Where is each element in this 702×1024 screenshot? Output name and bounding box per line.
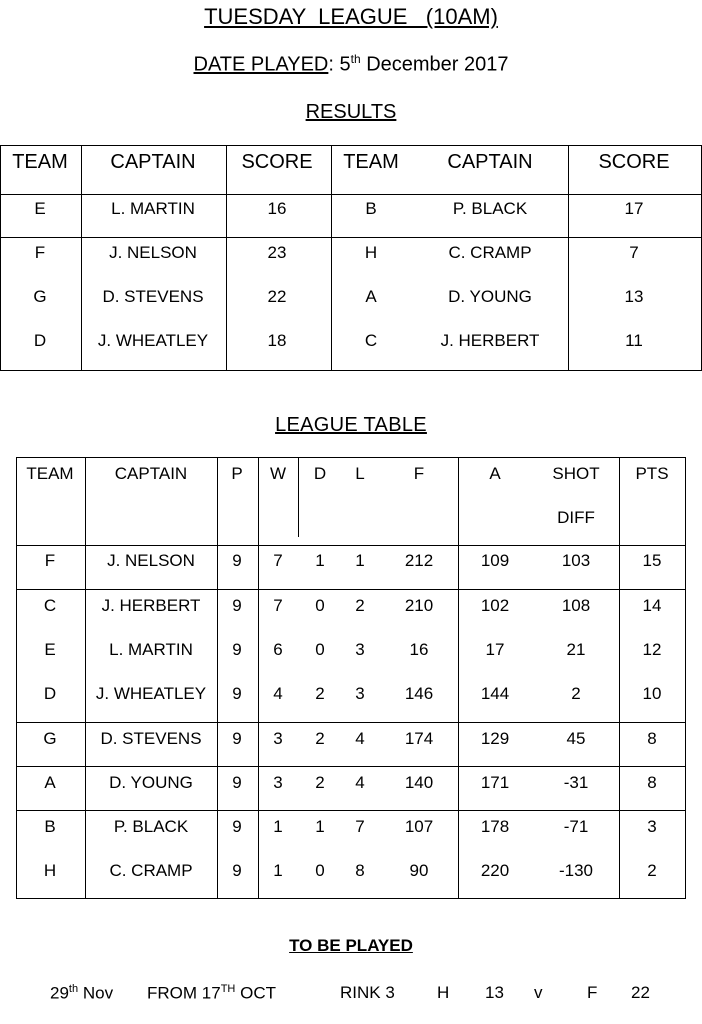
league-cell: 3: [273, 773, 283, 792]
results-cell: D. STEVENS: [102, 287, 204, 306]
league-header-cell-diff: DIFF: [557, 508, 595, 527]
league-cell: 12: [642, 640, 662, 659]
results-cell: 22: [267, 287, 287, 306]
league-cell: 7: [355, 817, 365, 836]
league-cell: G: [43, 729, 57, 748]
results-cell: 17: [624, 199, 644, 218]
page-title: TUESDAY LEAGUE (10AM): [204, 4, 498, 29]
league-cell: H: [43, 861, 57, 880]
league-cell: J. NELSON: [107, 551, 195, 570]
results-row-divider: [0, 194, 702, 195]
results-cell: 16: [267, 199, 287, 218]
league-cell: A: [44, 773, 56, 792]
league-cell: 1: [355, 551, 365, 570]
league-cell: 4: [355, 773, 365, 792]
date-day-suffix: th: [350, 52, 361, 66]
league-row-divider: [16, 722, 686, 723]
league-header-cell: TEAM: [26, 464, 74, 483]
results-cell: 11: [625, 331, 643, 350]
results-border-top: [0, 145, 702, 146]
league-cell: 1: [315, 551, 325, 570]
league-header-cell: SHOT: [552, 464, 600, 483]
results-header-cell: TEAM: [343, 151, 399, 173]
results-cell: J. WHEATLEY: [97, 331, 209, 350]
results-cell: E: [34, 199, 46, 218]
results-header-cell: SCORE: [598, 151, 670, 173]
fixture-date: 29th Nov: [50, 983, 114, 1003]
league-cell: D. YOUNG: [109, 773, 193, 792]
league-cell: 107: [404, 817, 434, 836]
fixture-team2: F: [587, 983, 598, 1002]
league-cell: 8: [355, 861, 365, 880]
fixture-score1: 13: [485, 983, 504, 1002]
league-cell: 103: [561, 551, 591, 570]
league-cell: 174: [404, 729, 434, 748]
results-header-cell: TEAM: [12, 151, 68, 173]
fixture-from: FROM 17TH OCT: [147, 983, 276, 1003]
league-cell: 212: [404, 551, 434, 570]
league-cell: 220: [480, 861, 510, 880]
league-cell: 3: [273, 729, 283, 748]
results-cell: 23: [267, 243, 287, 262]
league-cell: 17: [485, 640, 505, 659]
league-cell: 2: [315, 684, 325, 703]
league-cell: 7: [273, 596, 283, 615]
date-played-line: [0, 52, 702, 77]
league-cell: 2: [355, 596, 365, 615]
league-cell: 2: [571, 684, 581, 703]
league-header-cell: PTS: [635, 464, 669, 483]
to-be-played-heading: TO BE PLAYED: [289, 936, 413, 955]
league-row-divider: [16, 810, 686, 811]
league-cell: J. WHEATLEY: [95, 684, 207, 703]
league-cell: 210: [404, 596, 434, 615]
league-cell: 171: [480, 773, 510, 792]
league-cell: 102: [480, 596, 510, 615]
league-cell: 3: [355, 640, 365, 659]
league-cell: 7: [273, 551, 283, 570]
date-day: 5: [339, 53, 351, 76]
league-cell: J. HERBERT: [101, 596, 201, 615]
results-header-cell: SCORE: [241, 151, 313, 173]
results-cell: 13: [624, 287, 644, 306]
league-cell: 2: [647, 861, 657, 880]
league-cell: 108: [561, 596, 591, 615]
league-table-heading: LEAGUE TABLE: [275, 414, 427, 436]
date-rest: December 2017: [366, 53, 509, 76]
results-header-cell: CAPTAIN: [110, 151, 196, 173]
league-cell: 178: [480, 817, 510, 836]
league-cell: 146: [404, 684, 434, 703]
results-cell: 7: [629, 243, 639, 262]
league-cell: 45: [566, 729, 586, 748]
league-cell: D. STEVENS: [100, 729, 202, 748]
league-cell: -130: [558, 861, 594, 880]
league-header-cell: CAPTAIN: [114, 464, 188, 483]
league-row-divider: [16, 545, 686, 546]
results-cell: C. CRAMP: [448, 243, 532, 262]
league-header-cell: W: [269, 464, 287, 483]
league-cell: 6: [273, 640, 283, 659]
results-heading: RESULTS: [305, 101, 397, 123]
league-cell: 16: [409, 640, 429, 659]
league-cell: 8: [647, 729, 657, 748]
league-cell: 15: [642, 551, 662, 570]
league-header-cell: P: [231, 464, 243, 483]
league-cell: -71: [563, 817, 589, 836]
date-played-label: DATE PLAYED: [193, 53, 329, 76]
league-cell: 140: [404, 773, 434, 792]
league-cell: 9: [232, 861, 242, 880]
league-cell: 0: [315, 596, 325, 615]
results-cell: J. HERBERT: [440, 331, 540, 350]
league-cell: 2: [315, 773, 325, 792]
league-cell: C: [43, 596, 57, 615]
results-cell: F: [34, 243, 46, 262]
league-cell: 144: [480, 684, 510, 703]
fixture-rink: RINK 3: [340, 983, 395, 1002]
league-cell: 8: [647, 773, 657, 792]
results-cell: J. NELSON: [109, 243, 197, 262]
league-cell: L. MARTIN: [109, 640, 193, 659]
date-separator: :: [328, 53, 334, 76]
league-row-divider: [16, 766, 686, 767]
results-cell: L. MARTIN: [111, 199, 195, 218]
results-cell: G: [33, 287, 47, 306]
league-cell: 9: [232, 817, 242, 836]
league-cell: 90: [409, 861, 429, 880]
league-header-cell: D: [313, 464, 327, 483]
league-border-bottom: [16, 898, 686, 899]
results-border-bottom: [0, 370, 702, 371]
league-cell: 9: [232, 773, 242, 792]
league-cell: 10: [642, 684, 662, 703]
league-cell: 9: [232, 729, 242, 748]
league-cell: B: [44, 817, 56, 836]
league-cell: 21: [566, 640, 586, 659]
league-cell: P. BLACK: [113, 817, 189, 836]
fixture-team1: H: [437, 983, 450, 1002]
results-cell: P. BLACK: [452, 199, 528, 218]
league-row-divider: [16, 589, 686, 590]
results-cell: A: [365, 287, 377, 306]
league-cell: -31: [563, 773, 589, 792]
results-header-cell: CAPTAIN: [447, 151, 533, 173]
league-border-top: [16, 457, 686, 458]
league-cell: 0: [315, 861, 325, 880]
league-header-cell: A: [489, 464, 501, 483]
fixture-vs: v: [534, 983, 543, 1002]
league-cell: 4: [273, 684, 283, 703]
results-cell: C: [364, 331, 378, 350]
league-cell: 3: [355, 684, 365, 703]
league-header-cell: L: [355, 464, 365, 483]
league-cell: 9: [232, 596, 242, 615]
league-cell: E: [44, 640, 56, 659]
results-cell: 18: [267, 331, 287, 350]
league-cell: 109: [480, 551, 510, 570]
results-cell: D. YOUNG: [448, 287, 532, 306]
league-cell: 2: [315, 729, 325, 748]
league-cell: 1: [273, 817, 283, 836]
league-cell: D: [43, 684, 57, 703]
league-cell: 129: [480, 729, 510, 748]
league-cell: 9: [232, 551, 242, 570]
league-cell: 1: [273, 861, 283, 880]
league-cell: 9: [232, 640, 242, 659]
league-cell: 14: [642, 596, 662, 615]
results-cell: D: [33, 331, 47, 350]
league-header-cell: F: [413, 464, 425, 483]
league-cell: F: [44, 551, 56, 570]
results-row-divider: [0, 237, 702, 238]
league-cell: 3: [647, 817, 657, 836]
league-cell: 4: [355, 729, 365, 748]
results-cell: H: [364, 243, 378, 262]
league-cell: 9: [232, 684, 242, 703]
league-cell: 0: [315, 640, 325, 659]
league-cell: C. CRAMP: [109, 861, 193, 880]
league-cell: 1: [315, 817, 325, 836]
results-cell: B: [365, 199, 377, 218]
fixture-score2: 22: [631, 983, 650, 1002]
